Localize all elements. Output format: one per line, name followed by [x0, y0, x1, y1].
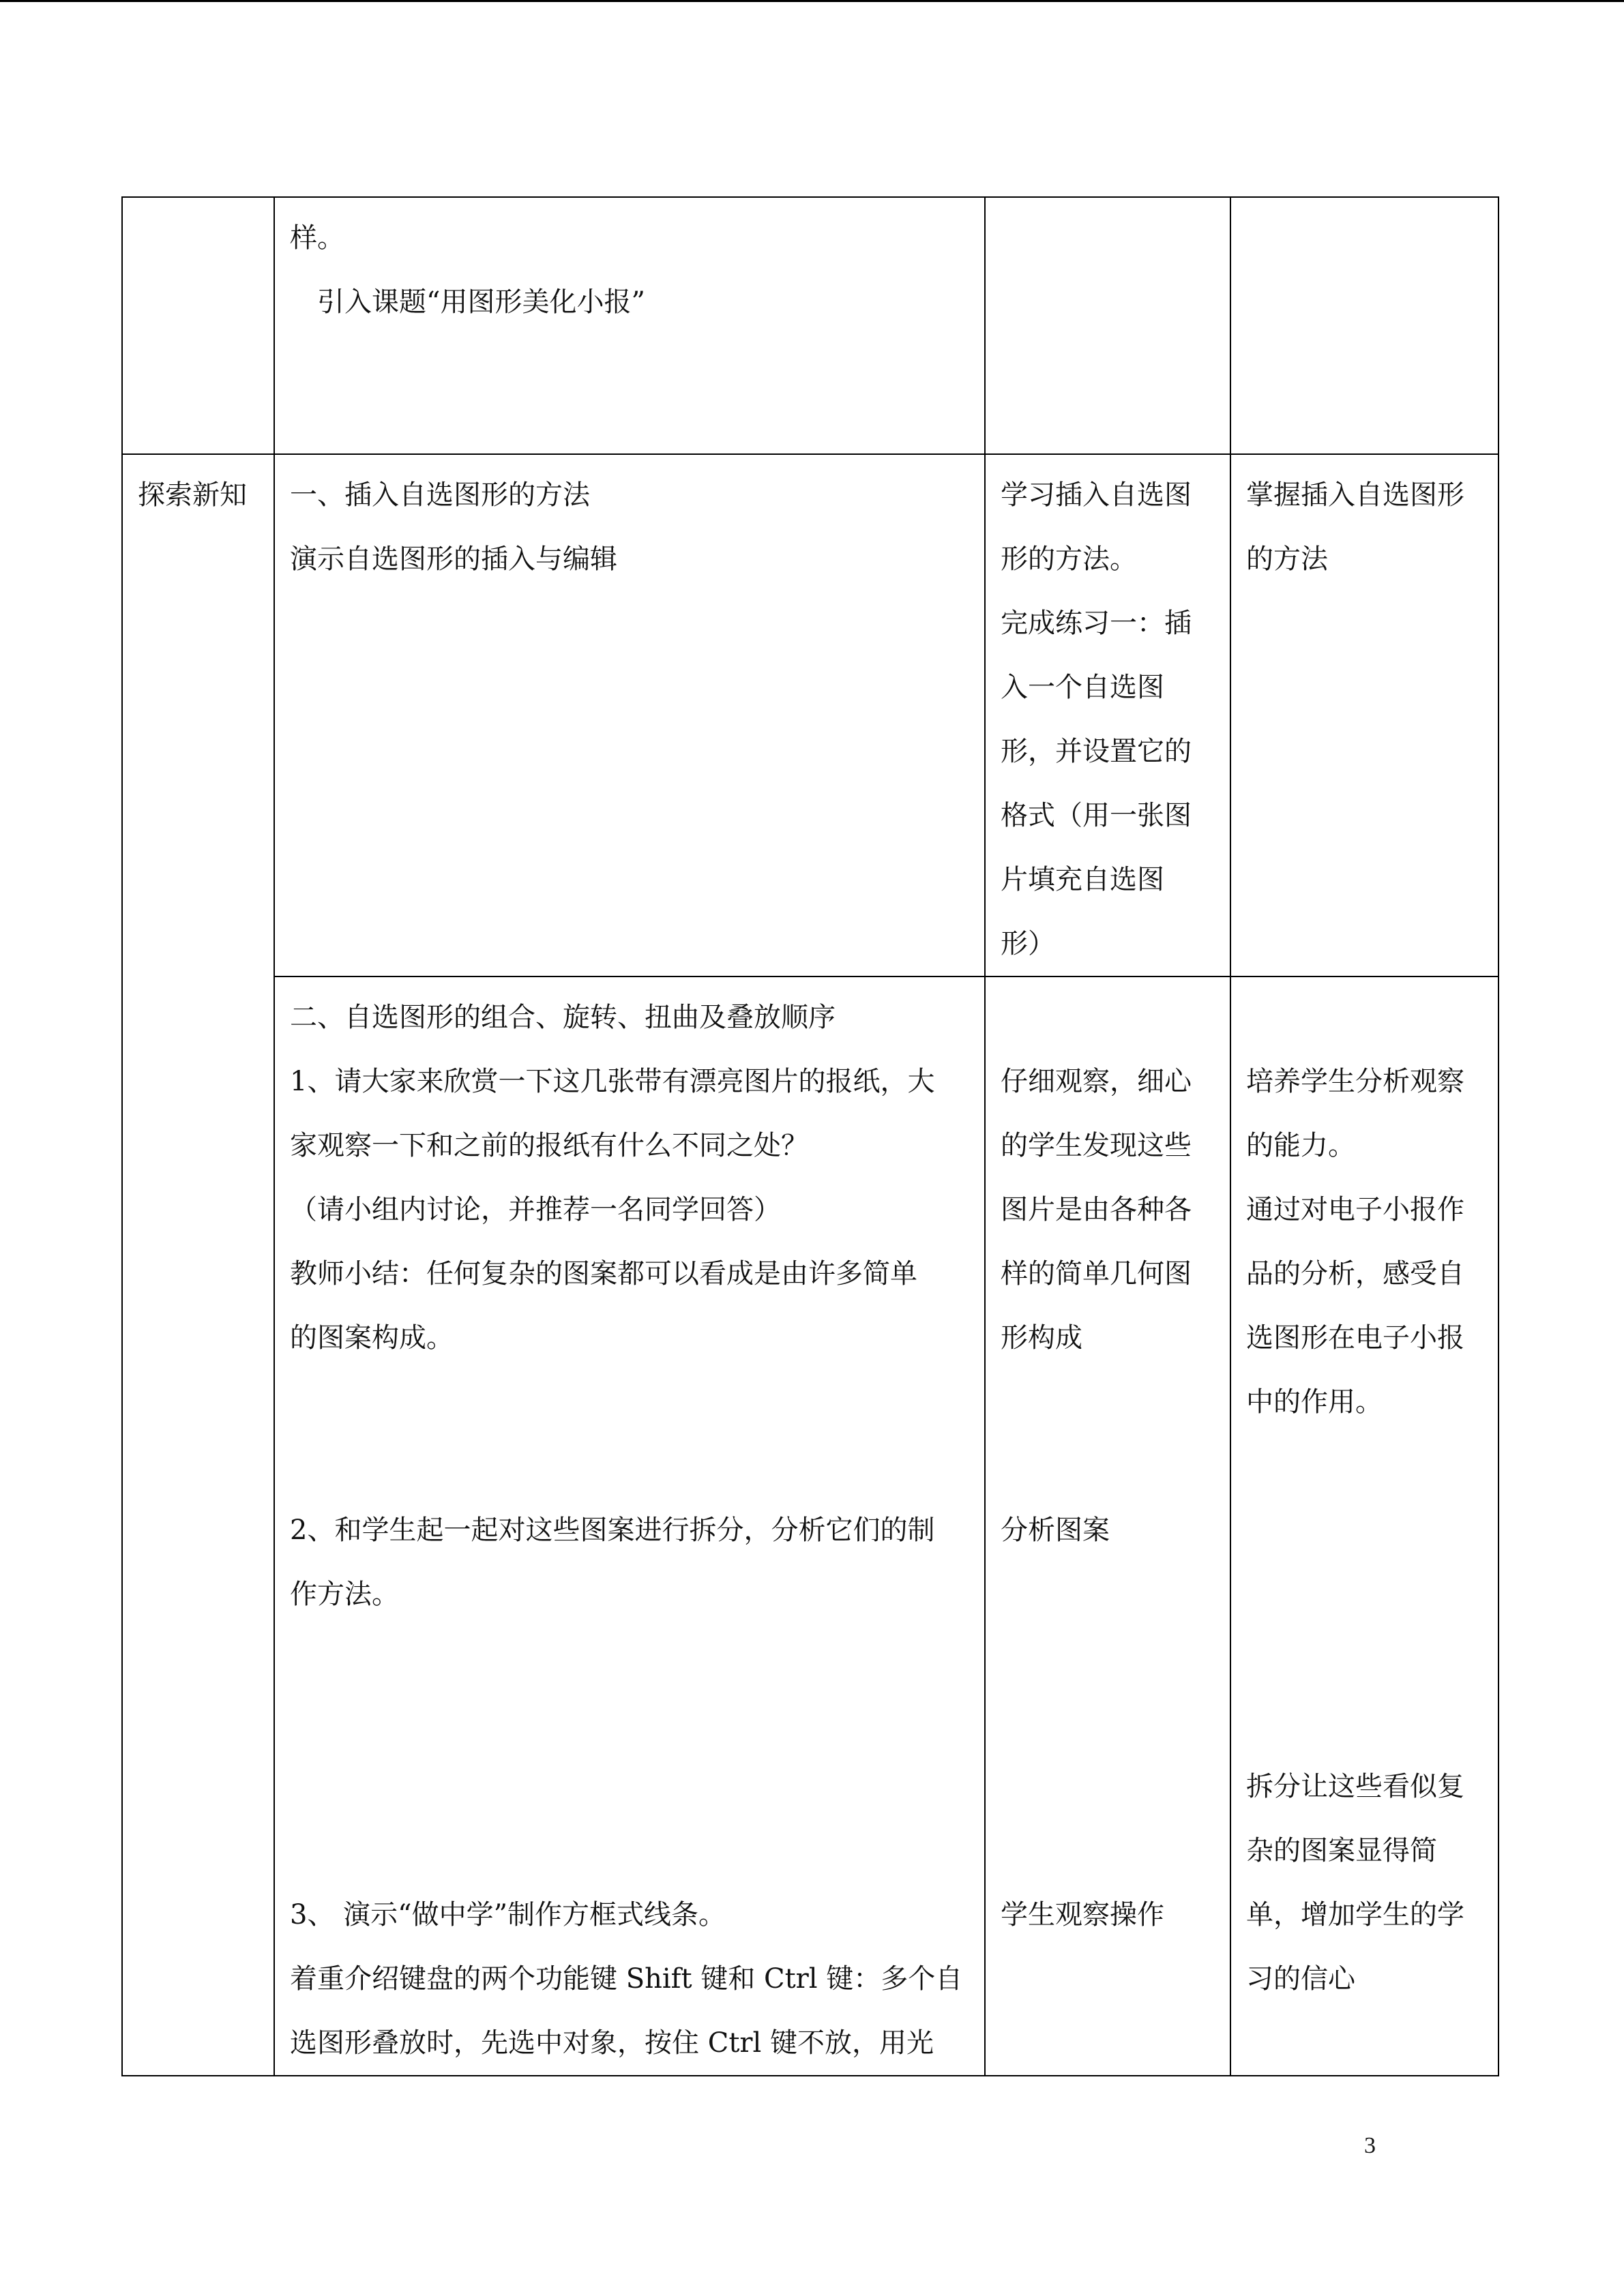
- design-intent-cell: [1230, 976, 1498, 2076]
- student-line: 形的方法。: [1001, 543, 1137, 575]
- intent-line: 品的分析，感受自: [1246, 1258, 1464, 1289]
- student-line: 片填充自选图: [1001, 864, 1164, 895]
- student-activity-cell: [985, 454, 1230, 976]
- content-line: （请小组内讨论，并推荐一名同学回答）: [290, 1194, 781, 1225]
- intent-line: 选图形在电子小报: [1246, 1322, 1464, 1354]
- student-line: 学习插入自选图: [1001, 479, 1192, 511]
- stage-cell: [122, 197, 274, 454]
- student-line: 学生观察操作: [1001, 1899, 1164, 1930]
- content-line: 引入课题“用图形美化小报”: [317, 286, 645, 318]
- intent-line: 中的作用。: [1246, 1386, 1383, 1418]
- page-top-border: [0, 0, 1624, 2]
- intent-line: 掌握插入自选图形: [1246, 479, 1464, 511]
- student-line: 分析图案: [1001, 1515, 1110, 1546]
- student-line: 的学生发现这些: [1001, 1130, 1192, 1161]
- table-row: [122, 197, 1498, 454]
- student-line: 样的简单几何图: [1001, 1258, 1192, 1289]
- stage-cell: [122, 454, 274, 2076]
- content-line: 着重介绍键盘的两个功能键 Shift 键和 Ctrl 键：多个自: [290, 1963, 963, 1995]
- content-line: 的图案构成。: [290, 1322, 454, 1354]
- table-row: [122, 454, 1498, 976]
- content-line: 二、自选图形的组合、旋转、扭曲及叠放顺序: [290, 1002, 836, 1033]
- student-line: 形构成: [1001, 1322, 1082, 1354]
- content-line: 1、请大家来欣赏一下这几张带有漂亮图片的报纸，大: [290, 1066, 935, 1097]
- student-line: 格式（用一张图: [1001, 800, 1192, 831]
- intent-line: 单，增加学生的学: [1246, 1899, 1464, 1930]
- intent-line: 通过对电子小报作: [1246, 1194, 1464, 1225]
- content-line: 选图形叠放时，先选中对象，按住 Ctrl 键不放，用光: [290, 2027, 934, 2059]
- student-activity-cell: [985, 976, 1230, 2076]
- content-line: 3、 演示“做中学”制作方框式线条。: [290, 1899, 726, 1930]
- student-line: 图片是由各种各: [1001, 1194, 1192, 1225]
- intent-line: 杂的图案显得简: [1246, 1835, 1437, 1866]
- page-number: 3: [1364, 2133, 1376, 2158]
- intent-line: 的方法: [1246, 543, 1328, 575]
- design-intent-cell: [1230, 454, 1498, 976]
- student-line: 入一个自选图: [1001, 672, 1164, 703]
- content-line: 样。: [290, 222, 344, 254]
- table-row: [122, 976, 1498, 2076]
- student-line: 完成练习一：插: [1001, 608, 1192, 639]
- intent-line: 拆分让这些看似复: [1246, 1771, 1464, 1802]
- student-line: 形，并设置它的: [1001, 736, 1192, 767]
- lesson-plan-table: [121, 196, 1499, 2076]
- content-cell: [274, 976, 985, 2076]
- design-intent-cell: [1230, 197, 1498, 454]
- content-cell: [274, 454, 985, 976]
- student-activity-cell: [985, 197, 1230, 454]
- content-line: 家观察一下和之前的报纸有什么不同之处？: [290, 1130, 808, 1161]
- student-line: 形）: [1001, 928, 1055, 959]
- intent-line: 培养学生分析观察: [1246, 1066, 1464, 1097]
- student-line: 仔细观察，细心: [1001, 1066, 1192, 1097]
- stage-label: 探索新知: [138, 479, 247, 511]
- intent-line: 习的信心: [1246, 1963, 1355, 1995]
- intent-line: 的能力。: [1246, 1130, 1355, 1161]
- content-line: 教师小结：任何复杂的图案都可以看成是由许多简单: [290, 1258, 917, 1289]
- content-line: 2、和学生起一起对这些图案进行拆分，分析它们的制: [290, 1515, 935, 1546]
- content-line: 一、插入自选图形的方法: [290, 479, 590, 511]
- content-cell: [274, 197, 985, 454]
- content-line: 作方法。: [290, 1579, 399, 1610]
- content-line: 演示自选图形的插入与编辑: [290, 543, 617, 575]
